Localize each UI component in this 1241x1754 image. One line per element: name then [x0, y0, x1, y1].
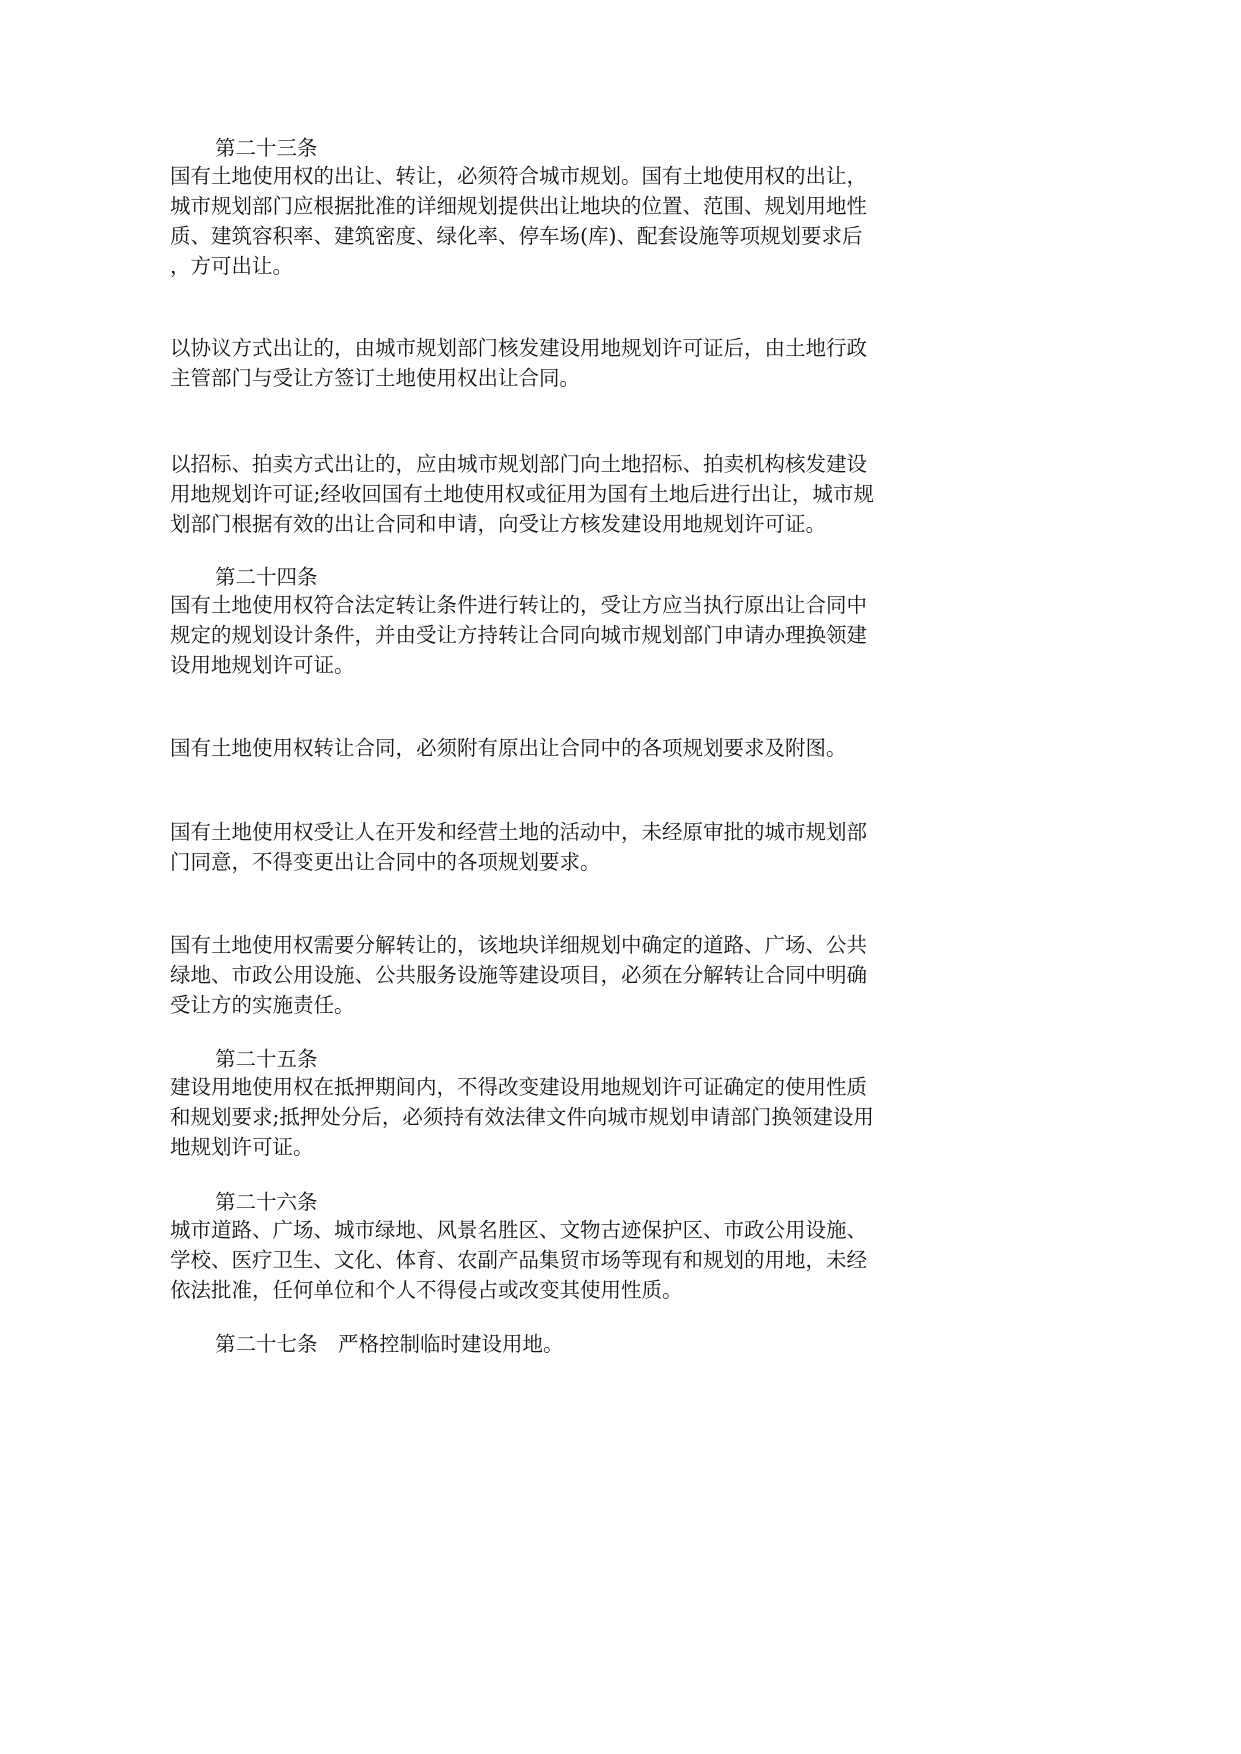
paragraph-line: 依法批准，任何单位和个人不得侵占或改变其使用性质。: [170, 1278, 683, 1302]
paragraph-line: 门同意，不得变更出让合同中的各项规划要求。: [170, 850, 601, 874]
paragraph: [170, 333, 940, 393]
paragraph: [170, 817, 940, 877]
paragraph-line: 和规划要求;抵押处分后，必须持有效法律文件向城市规划申请部门换领建设用: [170, 1105, 874, 1129]
paragraph-line: 以协议方式出让的，由城市规划部门核发建设用地规划许可证后，由土地行政: [170, 336, 867, 360]
paragraph: [170, 590, 940, 680]
paragraph-line: 用地规划许可证;经收回国有土地使用权或征用为国有土地后进行出让，城市规: [170, 482, 874, 506]
paragraph-line: 以招标、拍卖方式出让的，应由城市规划部门向土地招标、拍卖机构核发建设: [170, 452, 867, 476]
article-heading: 第二十五条: [215, 1047, 318, 1071]
paragraph: [170, 161, 940, 281]
paragraph-line: 国有土地使用权需要分解转让的，该地块详细规划中确定的道路、广场、公共: [170, 933, 867, 957]
paragraph-line: 划部门根据有效的出让合同和申请，向受让方核发建设用地规划许可证。: [170, 512, 826, 536]
article-heading: 第二十四条: [215, 565, 318, 589]
paragraph-line: 设用地规划许可证。: [170, 653, 355, 677]
paragraph-line: 国有土地使用权符合法定转让条件进行转让的，受让方应当执行原出让合同中: [170, 593, 867, 617]
paragraph: [170, 733, 940, 763]
paragraph-line: 规定的规划设计条件，并由受让方持转让合同向城市规划部门申请办理换领建: [170, 623, 867, 647]
paragraph-line: 受让方的实施责任。: [170, 993, 355, 1017]
paragraph-line: 主管部门与受让方签订土地使用权出让合同。: [170, 366, 580, 390]
paragraph-line: 地规划许可证。: [170, 1135, 314, 1159]
paragraph: [170, 930, 940, 1020]
paragraph-line: 建设用地使用权在抵押期间内，不得改变建设用地规划许可证确定的使用性质: [170, 1075, 867, 1099]
article-heading: 第二十六条: [215, 1190, 318, 1214]
paragraph: [170, 1072, 940, 1162]
article-heading: 第二十七条 严格控制临时建设用地。: [215, 1332, 564, 1356]
paragraph: [170, 449, 940, 539]
paragraph-line: 质、建筑容积率、建筑密度、绿化率、停车场(库)、配套设施等项规划要求后: [170, 224, 863, 248]
paragraph-line: 国有土地使用权受让人在开发和经营土地的活动中，未经原审批的城市规划部: [170, 820, 867, 844]
paragraph-line: 国有土地使用权的出让、转让，必须符合城市规划。国有土地使用权的出让，: [170, 164, 867, 188]
paragraph-line: 城市道路、广场、城市绿地、风景名胜区、文物古迹保护区、市政公用设施、: [170, 1218, 867, 1242]
paragraph-line: 城市规划部门应根据批准的详细规划提供出让地块的位置、范围、规划用地性: [170, 194, 867, 218]
paragraph-line: ，方可出让。: [170, 254, 293, 278]
paragraph-line: 绿地、市政公用设施、公共服务设施等建设项目，必须在分解转让合同中明确: [170, 963, 867, 987]
paragraph-line: 学校、医疗卫生、文化、体育、农副产品集贸市场等现有和规划的用地，未经: [170, 1248, 867, 1272]
article-heading: 第二十三条: [215, 136, 318, 160]
paragraph-line: 国有土地使用权转让合同，必须附有原出让合同中的各项规划要求及附图。: [170, 736, 847, 760]
paragraph: [170, 1215, 940, 1305]
